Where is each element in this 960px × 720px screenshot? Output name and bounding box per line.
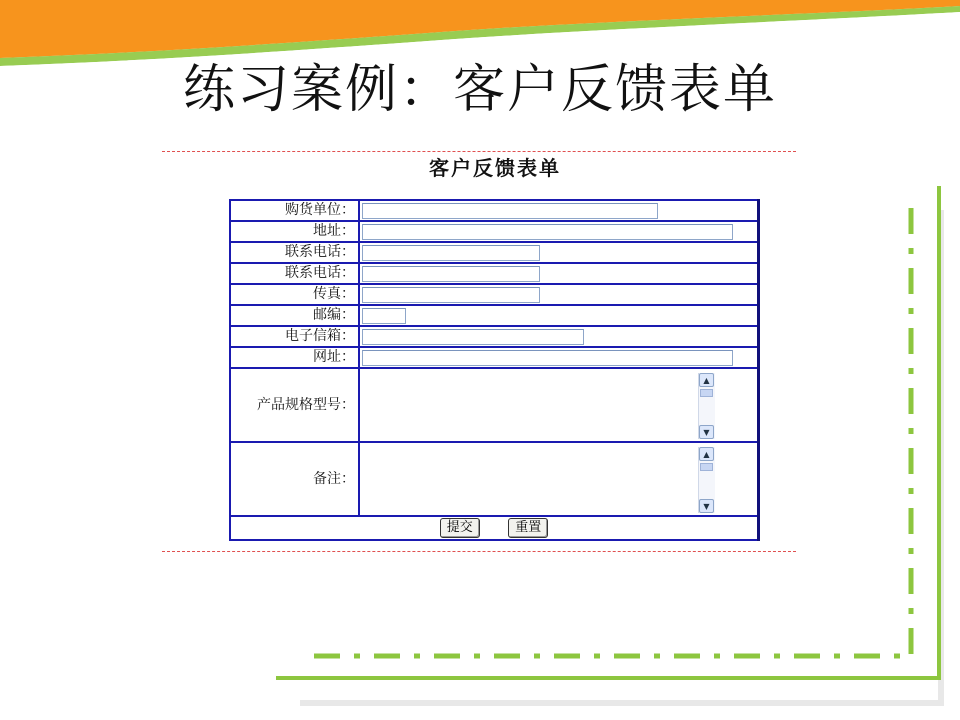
label-phone-1: 联系电话：	[230, 242, 359, 263]
label-remarks: 备注：	[230, 442, 359, 516]
label-product-spec: 产品规格型号：	[230, 368, 359, 442]
reset-button[interactable]: 重置	[508, 518, 548, 538]
scroll-down-icon[interactable]: ▼	[699, 499, 714, 513]
label-email: 电子信箱：	[230, 326, 359, 347]
label-buyer: 购货单位：	[230, 200, 359, 221]
scroll-down-icon[interactable]: ▼	[699, 425, 714, 439]
label-postcode: 邮编：	[230, 305, 359, 326]
scroll-up-icon[interactable]: ▲	[699, 373, 714, 387]
form-heading: 客户反馈表单	[429, 156, 561, 180]
label-phone-2: 联系电话：	[230, 263, 359, 284]
label-fax: 传真：	[230, 284, 359, 305]
slide-title: 练习案例：客户反馈表单	[182, 60, 777, 120]
scroll-up-icon[interactable]: ▲	[699, 447, 714, 461]
submit-button[interactable]: 提交	[440, 518, 480, 538]
green-corner-decoration	[270, 180, 960, 720]
label-address: 地址：	[230, 221, 359, 242]
label-website: 网址：	[230, 347, 359, 368]
